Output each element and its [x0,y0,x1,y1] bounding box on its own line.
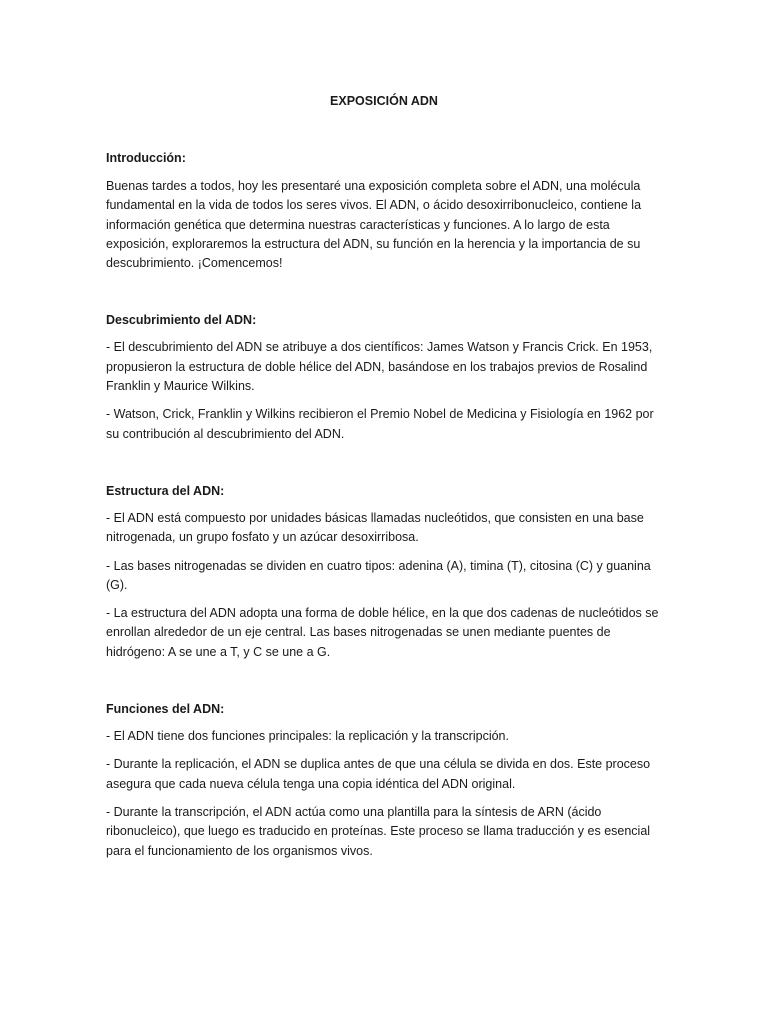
section-paragraph: - Watson, Crick, Franklin y Wilkins recibieron el Premio Nobel de Medicina y Fisiología en 1962 por su contribución al descubrimiento del ADN. [106,407,654,441]
section-paragraph: - Durante la transcripción, el ADN actúa como una plantilla para la síntesis de ARN (ácido ribonucleico), que luego es traducido en proteínas. Este proceso se llama traducción y es esencial para el funcionamiento de los organismos vivos. [106,804,651,858]
section-heading: Descubrimiento del ADN: [106,313,257,328]
section-functions [106,700,666,861]
section-paragraph: - Durante la replicación, el ADN se duplica antes de que una célula se divida en dos. Este proceso asegura que cada nueva célula tenga una copia idéntica del ADN original. [106,757,651,791]
section-paragraph: - El descubrimiento del ADN se atribuye a dos científicos: James Watson y Francis Crick. En 1953, propusieron la estructura de doble hélice del ADN, basándose en los trabajos previos de Rosalind Franklin y Maurice Wilkins. [106,340,653,394]
document-title: EXPOSICIÓN ADN [330,94,438,108]
section-structure [106,482,666,662]
section-paragraph: - Las bases nitrogenadas se dividen en cuatro tipos: adenina (A), timina (T), citosina (C) y guanina (G). [106,558,651,592]
introduction-paragraph: Buenas tardes a todos, hoy les presentaré una exposición completa sobre el ADN, una molécula fundamental en la vida de todos los seres vivos. El ADN, o ácido desoxirribonucleico, contiene la información genética que determina nuestras características y funciones. A lo largo de esta exposición, exploraremos la estructura del ADN, su función en la herencia y la importancia de su descubrimiento. ¡Comencemos! [106,179,642,271]
section-discovery [106,311,666,443]
introduction-heading: Introducción: [106,151,186,165]
section-heading: Funciones del ADN: [106,702,225,717]
document-body [106,149,666,899]
section-paragraph: - La estructura del ADN adopta una forma de doble hélice, en la que dos cadenas de nucleótidos se enrollan alrededor de un eje central. Las bases nitrogenadas se unen mediante puentes de hidrógeno: A se une a T, y C se une a G. [106,606,659,659]
section-paragraph: - El ADN tiene dos funciones principales: la replicación y la transcripción. [106,729,509,744]
section-paragraph: - El ADN está compuesto por unidades básicas llamadas nucleótidos, que consisten en una base nitrogenada, un grupo fosfato y un azúcar desoxirribosa. [106,510,644,545]
section-heading: Estructura del ADN: [106,483,225,498]
